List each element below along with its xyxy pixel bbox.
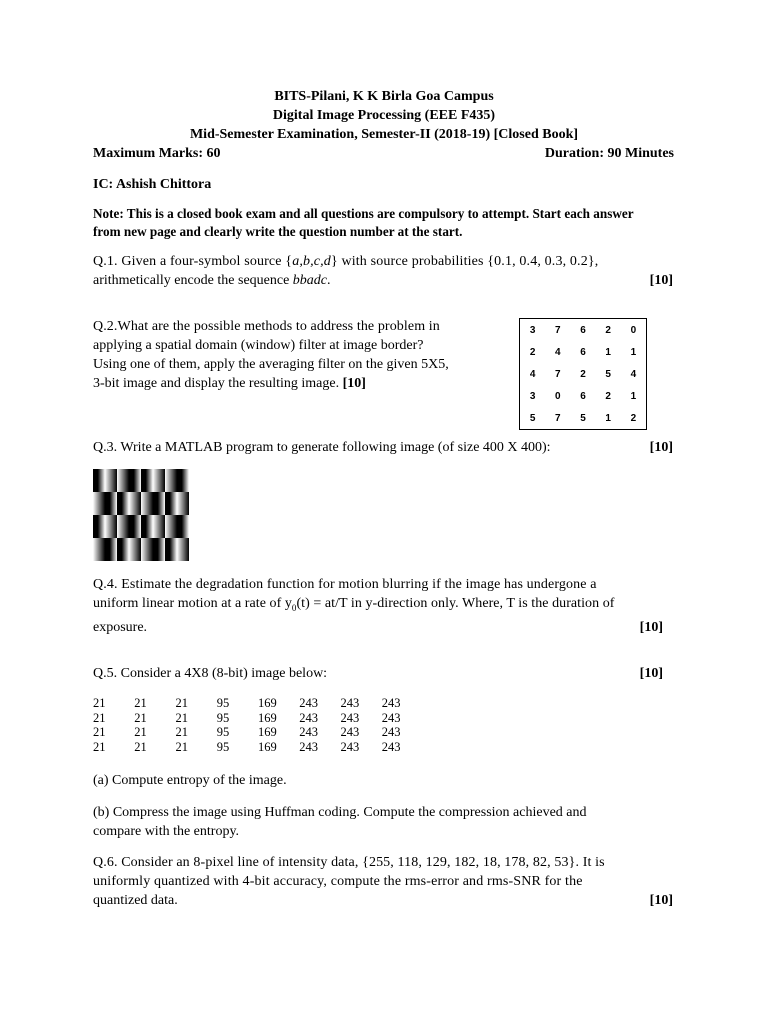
matrix-cell: 5	[605, 368, 611, 380]
matrix-cell: 5	[580, 412, 586, 424]
course-title: Digital Image Processing (EEE F435)	[272, 108, 496, 123]
table-cell: 243	[340, 739, 360, 754]
q4-line-3	[93, 618, 663, 637]
table-cell: 243	[381, 739, 401, 754]
matrix-cell: 2	[580, 368, 586, 380]
checker-cell	[117, 538, 141, 561]
q1-text-d: .	[327, 273, 331, 288]
q2-marks: [10]	[342, 376, 366, 391]
table-cell: 243	[381, 696, 401, 710]
table-cell: 243	[381, 710, 401, 725]
matrix-cell: 4	[555, 346, 561, 358]
q1-line-1	[93, 252, 673, 271]
table-row	[93, 711, 423, 726]
matrix-cell: 4	[630, 368, 637, 380]
table-cell: 21	[134, 739, 147, 754]
checker-cell	[93, 492, 117, 515]
table-cell: 243	[381, 725, 401, 739]
table-cell: 169	[258, 696, 277, 710]
matrix-cell: 7	[555, 368, 561, 380]
question-6	[93, 853, 675, 910]
checker-cell	[141, 538, 165, 561]
q1-text-c: arithmetically encode the sequence	[93, 273, 293, 288]
q6-line-1: Q.6. Consider an 8-pixel line of intensity data, {255, 118, 129, 182, 18, 178, 82, 53}. It is	[93, 855, 605, 870]
q2-line-3: Using one of them, apply the averaging filter on the given 5X5,	[93, 357, 449, 372]
q4-subscript: 0	[291, 602, 297, 613]
q5-part-b	[93, 803, 673, 841]
q2-line-1: Q.2.What are the possible methods to address the problem in	[93, 319, 440, 334]
q4-line-3-text: exposure.	[93, 619, 148, 635]
checker-gradient-image	[93, 469, 189, 561]
duration: Duration: 90 Minutes	[544, 146, 674, 161]
table-cell: 169	[258, 725, 277, 739]
max-marks: Maximum Marks: 60	[93, 146, 221, 161]
question-5	[93, 664, 663, 683]
question-3	[93, 438, 673, 457]
matrix-cell: 7	[555, 412, 561, 424]
matrix-cell: 2	[605, 390, 611, 402]
table-cell: 95	[216, 725, 230, 739]
table-cell: 21	[175, 725, 188, 739]
q6-marks: [10]	[649, 893, 673, 908]
table-row	[93, 696, 423, 711]
matrix-cell: 6	[580, 390, 586, 402]
q3-text: Q.3. Write a MATLAB program to generate following image (of size 400 X 400):	[93, 440, 551, 455]
q1-text-a: Q.1. Given a four-symbol source {	[93, 254, 293, 269]
table-cell: 243	[299, 696, 318, 710]
q3-marks: [10]	[649, 440, 673, 455]
table-cell: 21	[175, 739, 188, 754]
table-cell: 21	[134, 725, 147, 739]
checker-cell	[117, 469, 141, 492]
image-matrix-5x5	[519, 318, 647, 430]
table-cell: 243	[340, 696, 360, 710]
table-row	[93, 740, 423, 755]
q1-symbols: a,b,c,d	[292, 254, 331, 269]
matrix-cell: 4	[529, 368, 536, 380]
checker-cell	[141, 515, 165, 538]
table-cell: 95	[216, 696, 230, 710]
matrix-cell: 6	[580, 346, 586, 358]
checker-cell	[93, 469, 117, 492]
table-cell: 21	[93, 725, 106, 739]
question-4	[93, 575, 675, 637]
matrix-cell: 3	[529, 390, 536, 402]
q4-marks: [10]	[639, 619, 663, 635]
table-cell: 21	[93, 739, 106, 754]
q2-line-4	[93, 374, 503, 393]
table-cell: 21	[134, 710, 147, 725]
q1-marks: [10]	[649, 273, 673, 288]
table-cell: 21	[175, 696, 188, 710]
table-cell: 169	[258, 710, 277, 725]
q4-line-2	[93, 594, 675, 618]
matrix-cell: 2	[529, 346, 536, 358]
checker-cell	[165, 469, 189, 492]
table-cell: 21	[93, 710, 106, 725]
q6-line-3	[93, 891, 673, 910]
q5-text: Q.5. Consider a 4X8 (8-bit) image below:	[93, 666, 328, 681]
q5-part-b-line-2: compare with the entropy.	[93, 824, 240, 839]
exam-title: Mid-Semester Examination, Semester-II (2018-19) [Closed Book]	[189, 127, 579, 142]
table-cell: 169	[258, 739, 277, 754]
matrix-cell: 1	[630, 390, 637, 402]
q5-part-b-line-1: (b) Compress the image using Huffman coding. Compute the compression achieved and	[93, 805, 587, 820]
q5-part-a: (a) Compute entropy of the image.	[93, 773, 287, 788]
checker-cell	[117, 515, 141, 538]
checker-cell	[141, 492, 165, 515]
matrix-cell: 1	[630, 346, 637, 358]
table-cell: 243	[340, 710, 360, 725]
q1-text-b: } with source probabilities {0.1, 0.4, 0.3, 0.2},	[330, 254, 599, 269]
checker-cell	[165, 515, 189, 538]
note-line-2: from new page and clearly write the question number at the start.	[93, 224, 463, 239]
q2-line-2: applying a spatial domain (window) filter at image border?	[93, 338, 424, 353]
image-table-4x8	[93, 696, 423, 754]
table-cell: 95	[216, 739, 230, 754]
note-line-1: Note: This is a closed book exam and all questions are compulsory to attempt. Start each answer	[93, 206, 634, 221]
matrix-cell: 2	[605, 324, 611, 336]
q5-marks: [10]	[639, 666, 663, 681]
table-cell: 243	[299, 710, 318, 725]
checker-cell	[93, 538, 117, 561]
q6-line-3-text: quantized data.	[93, 893, 178, 908]
table-cell: 243	[340, 725, 360, 739]
q6-line-2: uniformly quantized with 4-bit accuracy, compute the rms-error and rms-SNR for the	[93, 874, 583, 889]
table-cell: 21	[134, 696, 147, 710]
checker-cell	[165, 538, 189, 561]
checker-cell	[165, 492, 189, 515]
q4-line-1: Q.4. Estimate the degradation function for motion blurring if the image has undergone a	[93, 577, 597, 592]
checker-cell	[141, 469, 165, 492]
checker-cell	[117, 492, 141, 515]
q4-text-b: (t) = at/T in y-direction only. Where, T is the duration of	[296, 596, 615, 611]
table-cell: 243	[299, 739, 318, 754]
q1-line-2	[93, 271, 673, 290]
institute-title: BITS-Pilani, K K Birla Goa Campus	[274, 89, 494, 104]
matrix-cell: 2	[630, 412, 637, 424]
table-cell: 21	[93, 696, 106, 710]
matrix-cell: 1	[605, 412, 611, 424]
instructor: IC: Ashish Chittora	[93, 177, 212, 192]
matrix-cell: 0	[555, 390, 561, 402]
table-cell: 21	[175, 710, 188, 725]
table-cell: 243	[299, 725, 318, 739]
q1-sequence: bbadc	[292, 273, 328, 288]
matrix-cell: 5	[529, 412, 536, 424]
table-cell: 95	[216, 710, 230, 725]
matrix-cell: 3	[529, 324, 536, 336]
q4-text-a: uniform linear motion at a rate of y	[93, 596, 292, 611]
checker-cell	[93, 515, 117, 538]
matrix-cell: 7	[555, 324, 561, 336]
question-2	[93, 317, 503, 393]
question-1	[93, 252, 673, 290]
matrix-cell: 6	[580, 324, 586, 336]
matrix-cell: 0	[630, 324, 637, 336]
matrix-cell: 1	[605, 346, 611, 358]
table-row	[93, 725, 423, 740]
q2-line-4-text: 3-bit image and display the resulting image.	[93, 376, 340, 391]
